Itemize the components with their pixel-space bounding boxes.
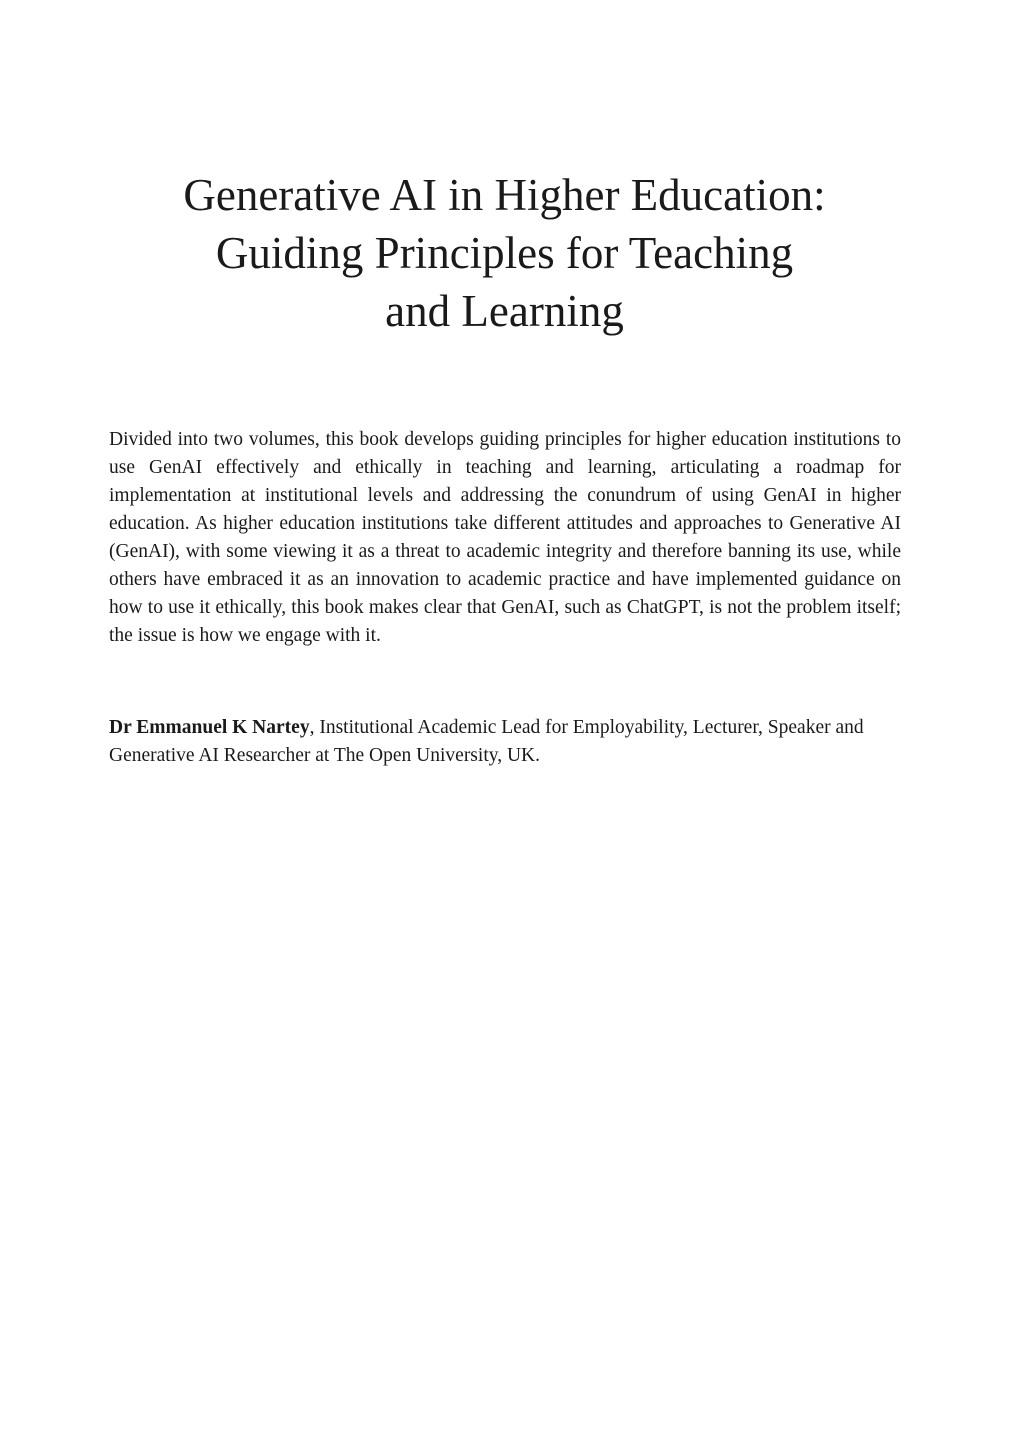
endorsement — [109, 714, 901, 770]
book-title-line-3: and Learning — [385, 286, 624, 336]
book-title — [100, 166, 909, 340]
endorser-affiliation: , Institutional Academic Lead for Employability, Lecturer, Speaker and Generative AI Researcher at The Open University, UK. — [109, 717, 864, 766]
book-description: Divided into two volumes, this book develops guiding principles for higher education institutions to use GenAI effectively and ethically in teaching and learning, articulating a roadmap for implementation at institutional levels and addressing the conundrum of using GenAI in higher education. As higher education institutions take different attitudes and approaches to Generative AI (GenAI), with some viewing it as a threat to academic integrity and therefore banning its use, while others have embraced it as an innovation to academic practice and have implemented guidance on how to use it ethically, this book makes clear that GenAI, such as ChatGPT, is not the problem itself; the issue is how we engage with it. — [109, 429, 901, 646]
book-title-line-1: Generative AI in Higher Education: — [183, 170, 826, 220]
book-title-line-2: Guiding Principles for Teaching — [215, 228, 794, 278]
endorser-name: Dr Emmanuel K Nartey — [109, 717, 310, 738]
